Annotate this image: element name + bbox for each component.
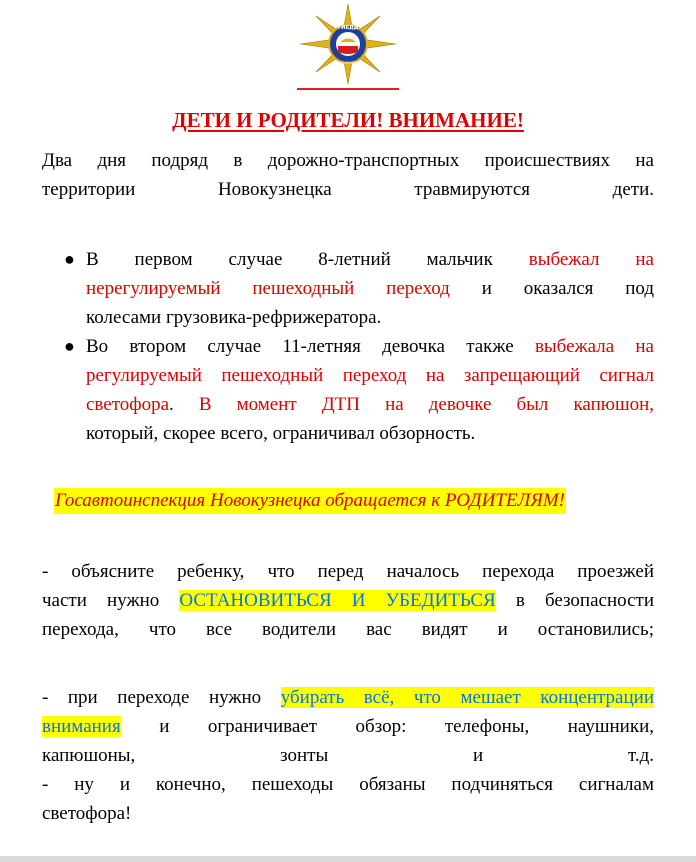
page-title: ДЕТИ И РОДИТЕЛИ! ВНИМАНИЕ! xyxy=(172,108,524,132)
advice-2-line-2: внимания и ограничивает обзор: телефоны, наушники, xyxy=(42,716,654,737)
advice-2-line-3: капюшоны, зонты и т.д. xyxy=(42,745,654,766)
page-bottom-edge xyxy=(0,856,696,862)
gibdd-emblem-logo xyxy=(296,4,400,90)
intro-line-1: Два дня подряд в дорожно-транспортных происшествиях на xyxy=(42,150,654,171)
emblem-text-bottom: НОВОКУЗНЕЦК xyxy=(333,61,363,65)
advice-1-line-3: перехода, что все водители вас видят и остановились; xyxy=(42,619,654,640)
bullet-2-line-3: светофора. В момент ДТП на девочке был капюшон, xyxy=(86,394,654,415)
bullet-2-line-1: Во втором случае 11-летняя девочка также выбежала на xyxy=(86,336,654,357)
emblem-text-top: ГИБДД xyxy=(337,25,359,31)
bullet-2-line-2: регулируемый пешеходный переход на запрещающий сигнал xyxy=(86,365,654,386)
bullet-2-line-4: который, скорее всего, ограничивал обзорность. xyxy=(86,423,476,444)
bullet-marker-2: ● xyxy=(64,336,75,356)
advice-2-line-4: - ну и конечно, пешеходы обязаны подчиняться сигналам xyxy=(42,774,654,795)
bullet-1-line-2: нерегулируемый пешеходный переход и оказался под xyxy=(86,278,655,299)
bullet-marker-1: ● xyxy=(64,249,75,269)
logo-underline xyxy=(297,88,399,90)
appeal-heading: Госавтоинспекция Новокузнецка обращается к РОДИТЕЛЯМ! xyxy=(54,488,566,514)
advice-2-line-5: светофора! xyxy=(42,803,132,824)
bullet-1-line-1: В первом случае 8-летний мальчик выбежал на xyxy=(86,249,654,270)
advice-1-line-1: - объясните ребенку, что перед началось перехода проезжей xyxy=(42,561,654,582)
intro-line-2: территории Новокузнецка травмируются дети. xyxy=(42,179,654,200)
advice-1-line-2: части нужно ОСТАНОВИТЬСЯ И УБЕДИТЬСЯ в безопасности xyxy=(42,590,655,611)
advice-2-line-1: - при переходе нужно убирать всё, что мешает концентрации xyxy=(42,687,654,708)
bullet-1-line-3: колесами грузовика-рефрижератора. xyxy=(86,307,382,328)
